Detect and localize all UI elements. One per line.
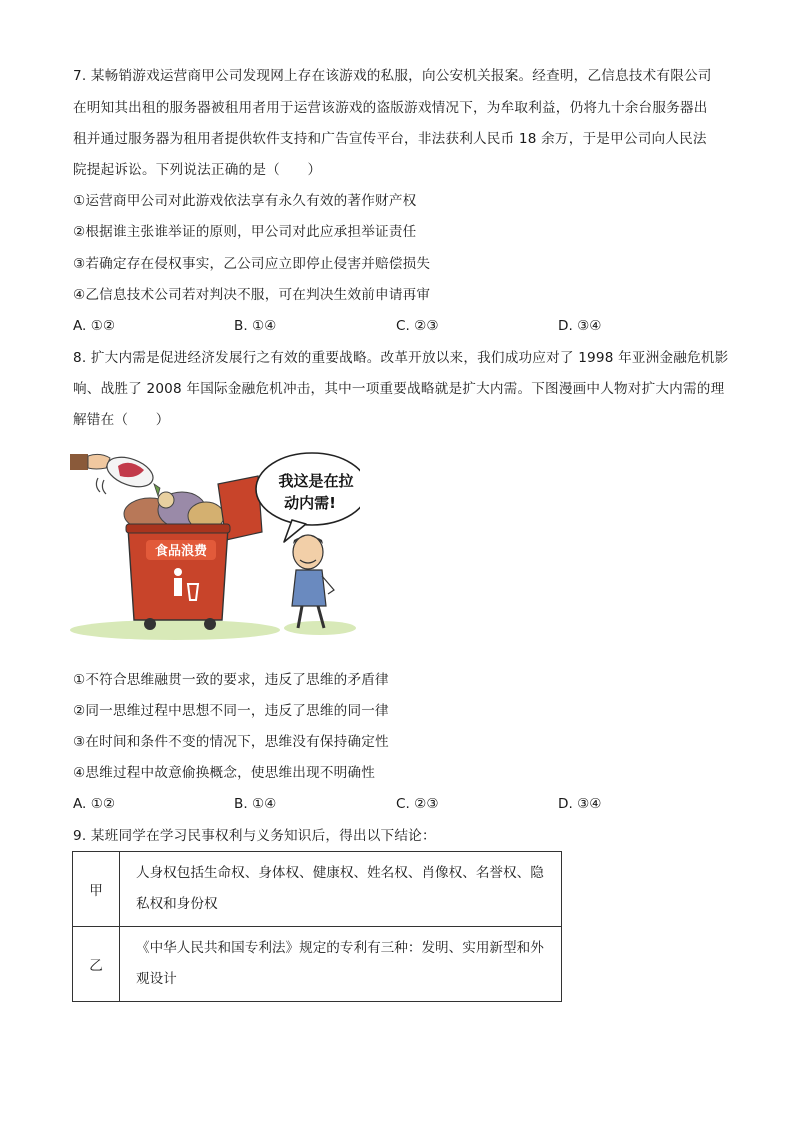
recycle-person-icon — [174, 568, 182, 576]
q7-statement-4: ④乙信息技术公司若对判决不服，可在判决生效前申请再审 — [73, 287, 431, 303]
q7-statement-2: ②根据谁主张谁举证的原则，甲公司对此应承担举证责任 — [73, 224, 417, 240]
q7-option-b: B. ①④ — [234, 318, 277, 334]
speech-line-1: 我这是在拉 — [278, 472, 354, 490]
food-waste-cartoon — [70, 444, 360, 640]
motion-line-icon — [102, 480, 106, 494]
q7-option-d: D. ③④ — [558, 318, 602, 334]
q8-option-d: D. ③④ — [558, 796, 602, 812]
ground-grass — [70, 620, 280, 640]
q8-option-a: A. ①② — [73, 796, 116, 812]
table-row — [73, 852, 562, 927]
q8-option-b: B. ①④ — [234, 796, 277, 812]
conclusions-table — [72, 851, 562, 1002]
q8-stem-line-1: 8. 扩大内需是促进经济发展行之有效的重要战略。改革开放以来，我们成功应对了 1998 年亚洲金融危机影 — [73, 350, 729, 366]
q8-statement-3: ③在时间和条件不变的情况下，思维没有保持确定性 — [73, 734, 389, 750]
row-text: 《中华人民共和国专利法》规定的专利有三种：发明、实用新型和外观设计 — [120, 927, 562, 1002]
q7-stem-line-2: 在明知其出租的服务器被租用者用于运营该游戏的盗版游戏情况下，为牟取利益，仍将九十余台服务器出 — [73, 100, 708, 116]
q7-statement-3: ③若确定存在侵权事实，乙公司应立即停止侵害并赔偿损失 — [73, 256, 431, 272]
recycle-person-icon — [174, 578, 182, 596]
q8-statement-4: ④思维过程中故意偷换概念，使思维出现不明确性 — [73, 765, 376, 781]
wheel-icon — [204, 618, 216, 630]
q8-stem-line-3: 解错在（ ） — [73, 412, 170, 428]
sleeve — [70, 454, 88, 470]
q7-stem-line-4: 院提起诉讼。下列说法正确的是（ ） — [73, 162, 322, 178]
wheel-icon — [144, 618, 156, 630]
row-label: 甲 — [73, 852, 120, 927]
row-label: 乙 — [73, 927, 120, 1002]
leaf-icon — [154, 484, 160, 496]
bin-label: 食品浪费 — [154, 544, 208, 559]
q9-stem: 9. 某班同学在学习民事权利与义务知识后，得出以下结论： — [73, 828, 436, 844]
ground-grass-right — [284, 621, 356, 635]
q8-statement-2: ②同一思维过程中思想不同一，违反了思维的同一律 — [73, 703, 389, 719]
table-row — [73, 927, 562, 1002]
q8-statement-1: ①不符合思维融贯一致的要求，违反了思维的矛盾律 — [73, 672, 389, 688]
q7-stem-line-1: 7. 某畅销游戏运营商甲公司发现网上存在该游戏的私服，向公安机关报案。经查明，乙信息技术有限公司 — [73, 68, 712, 84]
q7-option-a: A. ①② — [73, 318, 116, 334]
q7-stem-line-3: 租并通过服务器为租用者提供软件支持和广告宣传平台，非法获利人民币 18 余万，于是甲公司向人民法 — [73, 131, 707, 147]
man-body — [292, 570, 326, 606]
speech-line-2: 动内需! — [284, 494, 336, 512]
q7-statement-1: ①运营商甲公司对此游戏依法享有永久有效的著作财产权 — [73, 193, 417, 209]
man-head — [293, 535, 323, 569]
food-pile-icon — [158, 492, 174, 508]
row-text: 人身权包括生命权、身体权、健康权、姓名权、肖像权、名誉权、隐私权和身份权 — [120, 852, 562, 927]
motion-line-icon — [96, 478, 100, 492]
q7-option-c: C. ②③ — [396, 318, 439, 334]
q8-option-c: C. ②③ — [396, 796, 439, 812]
q8-stem-line-2: 响、战胜了 2008 年国际金融危机冲击，其中一项重要战略就是扩大内需。下图漫画中人物对扩大内需的理 — [73, 381, 725, 397]
bin-rim — [126, 524, 230, 533]
